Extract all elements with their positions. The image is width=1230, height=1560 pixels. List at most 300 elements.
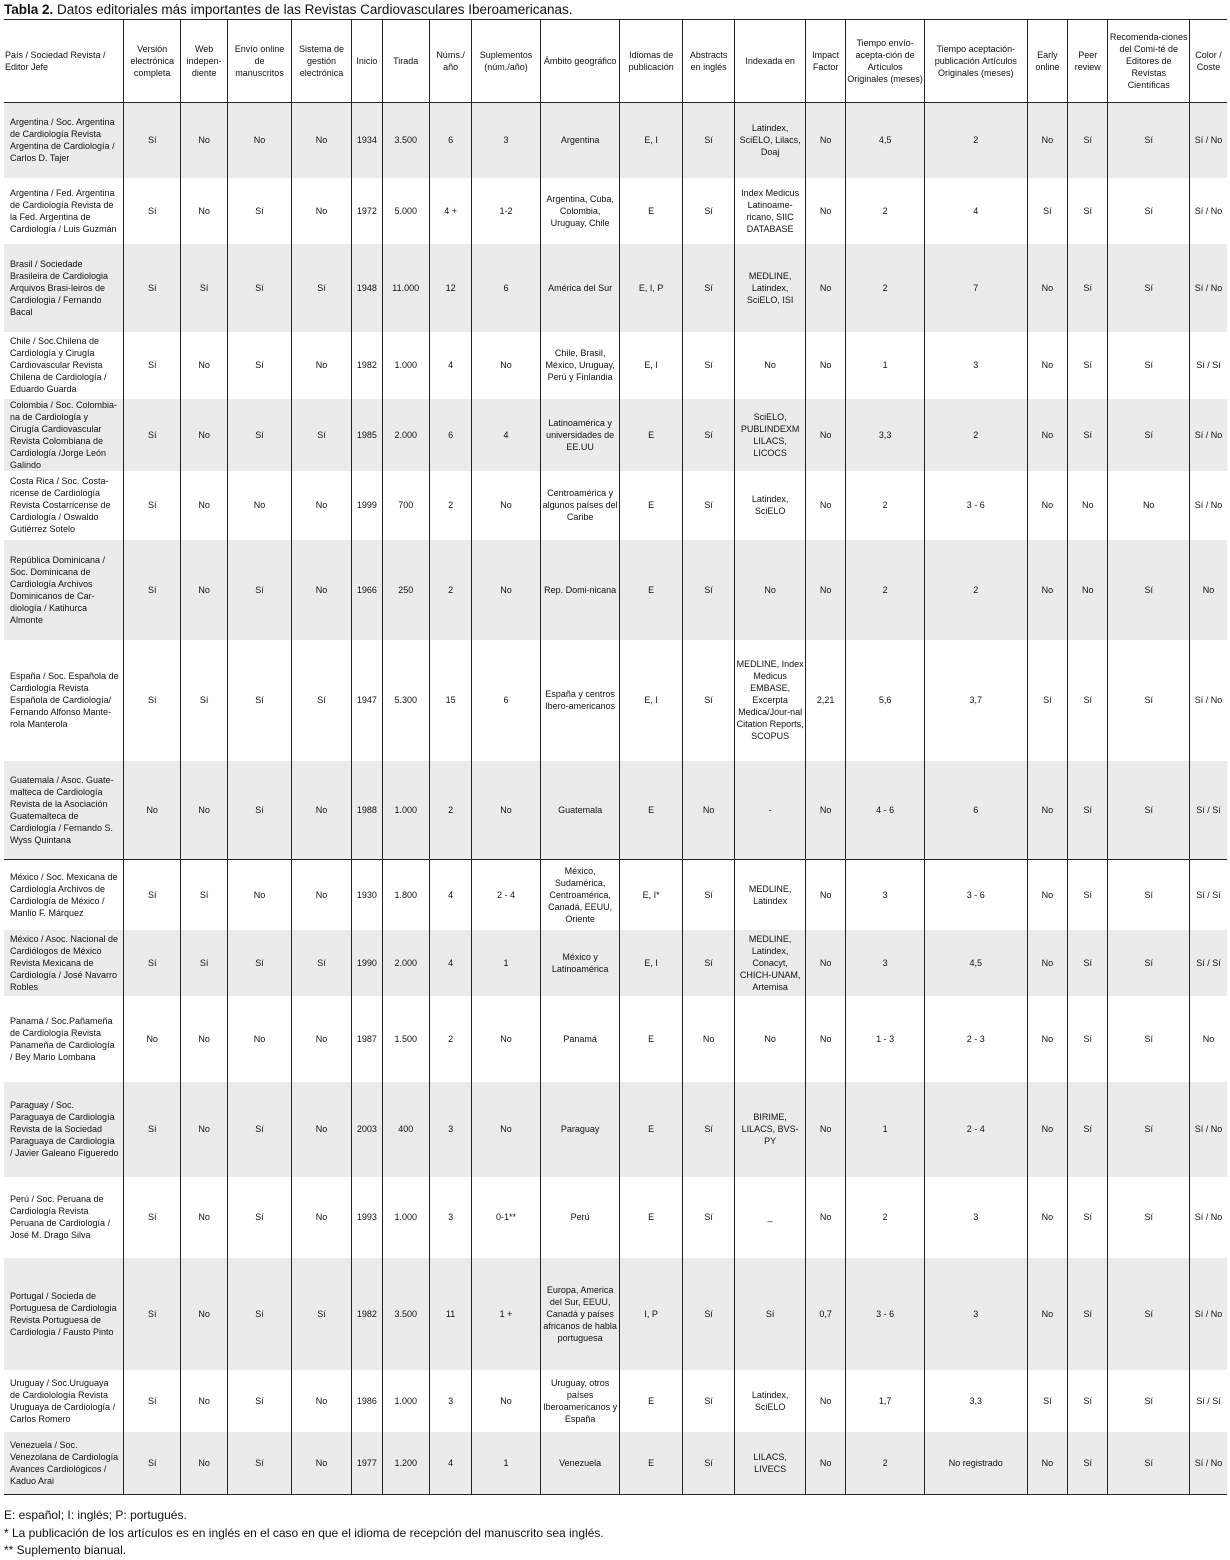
- cell-suplementos: 3: [472, 103, 541, 178]
- cell-sistema-gestion: Sí: [291, 1258, 351, 1370]
- cell-peer-review: No: [1068, 471, 1108, 540]
- cell-early-online: No: [1027, 1177, 1067, 1258]
- cell-impact-factor: No: [805, 103, 845, 178]
- cell-abstracts-ingles: Sí: [682, 103, 734, 178]
- table-row: [4, 1370, 1227, 1432]
- cell-tirada: 250: [382, 540, 429, 640]
- cell-inicio: 1947: [352, 640, 382, 761]
- column-header-tiempo-aceptacion-publicacion: Tiempo aceptación-publicación Artículos Originales (meses): [924, 20, 1027, 103]
- cell-tiempo-envio-aceptacion: 2: [846, 244, 925, 332]
- cell-color-coste: Sí / Sí: [1190, 860, 1227, 930]
- cell-idiomas: E, I: [620, 930, 683, 996]
- table-row: [4, 930, 1227, 996]
- cell-color-coste: Sí / No: [1190, 103, 1227, 178]
- cell-version-electronica: Sí: [124, 540, 180, 640]
- table-row: [4, 996, 1227, 1082]
- cell-early-online: No: [1027, 930, 1067, 996]
- cell-suplementos: No: [472, 1370, 541, 1432]
- cell-nums-ano: 6: [429, 103, 471, 178]
- cell-suplementos: No: [472, 996, 541, 1082]
- cell-indexada-en: -: [735, 761, 806, 860]
- cell-abstracts-ingles: Sí: [682, 860, 734, 930]
- cell-color-coste: Sí / No: [1190, 640, 1227, 761]
- cell-abstracts-ingles: Sí: [682, 399, 734, 471]
- cell-peer-review: Sí: [1068, 996, 1108, 1082]
- cell-version-electronica: Sí: [124, 103, 180, 178]
- cell-web-independiente: No: [180, 1370, 227, 1432]
- cell-sistema-gestion: No: [291, 471, 351, 540]
- cell-abstracts-ingles: Sí: [682, 640, 734, 761]
- table-header-row: [4, 20, 1227, 103]
- cell-early-online: No: [1027, 332, 1067, 399]
- cell-ambito-geografico: Venezuela: [540, 1432, 620, 1495]
- cell-nums-ano: 3: [429, 1082, 471, 1177]
- cell-indexada-en: MEDLINE, Latindex, SciELO, ISI: [735, 244, 806, 332]
- cell-tiempo-envio-aceptacion: 2: [846, 471, 925, 540]
- cell-version-electronica: Sí: [124, 178, 180, 244]
- cell-tiempo-envio-aceptacion: 1: [846, 332, 925, 399]
- cell-version-electronica: Sí: [124, 244, 180, 332]
- cell-pais-editor: Portugal / Socieda de Portuguesa de Cardiologia Revista Portuguesa de Cardiologia / Fausto Pinto: [4, 1258, 124, 1370]
- cell-recomendaciones-comite: Sí: [1108, 1432, 1190, 1495]
- cell-ambito-geografico: Europa, America del Sur, EEUU, Canadá y países africanos de habla portuguesa: [540, 1258, 620, 1370]
- cell-idiomas: E: [620, 399, 683, 471]
- cell-recomendaciones-comite: Sí: [1108, 103, 1190, 178]
- cell-suplementos: 0-1**: [472, 1177, 541, 1258]
- cell-impact-factor: No: [805, 399, 845, 471]
- cell-tirada: 1.800: [382, 860, 429, 930]
- cell-idiomas: E: [620, 178, 683, 244]
- cell-ambito-geografico: México, Sudamérica, Centroamérica, Canadá, EEUU, Oriente: [540, 860, 620, 930]
- column-header-envio-online: Envío online de manuscritos: [228, 20, 292, 103]
- cell-early-online: No: [1027, 540, 1067, 640]
- column-header-inicio: Inicio: [352, 20, 382, 103]
- cell-tiempo-envio-aceptacion: 2: [846, 1432, 925, 1495]
- cell-web-independiente: Sí: [180, 930, 227, 996]
- cell-recomendaciones-comite: Sí: [1108, 1082, 1190, 1177]
- cell-recomendaciones-comite: Sí: [1108, 996, 1190, 1082]
- cell-web-independiente: No: [180, 1258, 227, 1370]
- cell-tiempo-aceptacion-publicacion: 3: [924, 1258, 1027, 1370]
- cell-ambito-geografico: Paraguay: [540, 1082, 620, 1177]
- footnote-double-asterisk: ** Suplemento bianual.: [4, 1543, 127, 1557]
- cell-pais-editor: Costa Rica / Soc. Costa-ricense de Cardiología Revista Costarricense de Cardiología / Oswaldo Gutiérrez Sotelo: [4, 471, 124, 540]
- cell-pais-editor: Paraguay / Soc. Paraguaya de Cardiología Revista de la Sociedad Paraguaya de Cardiología / Javier Galeano Figueredo: [4, 1082, 124, 1177]
- cell-version-electronica: Sí: [124, 930, 180, 996]
- cell-peer-review: Sí: [1068, 640, 1108, 761]
- cell-color-coste: Sí / Sí: [1190, 930, 1227, 996]
- cell-abstracts-ingles: Sí: [682, 1432, 734, 1495]
- table-row: [4, 640, 1227, 761]
- cell-version-electronica: Sí: [124, 1432, 180, 1495]
- cell-indexada-en: Latindex, SciELO: [735, 471, 806, 540]
- cell-tiempo-envio-aceptacion: 1 - 3: [846, 996, 925, 1082]
- cell-indexada-en: MEDLINE, Index Medicus EMBASE, Excerpta Medica/Jour-nal Citation Reports, SCOPUS: [735, 640, 806, 761]
- cell-sistema-gestion: No: [291, 540, 351, 640]
- cell-tiempo-aceptacion-publicacion: 3 - 6: [924, 860, 1027, 930]
- cell-nums-ano: 2: [429, 540, 471, 640]
- cell-sistema-gestion: No: [291, 1370, 351, 1432]
- cell-impact-factor: No: [805, 1177, 845, 1258]
- cell-envio-online: Sí: [228, 540, 292, 640]
- cell-abstracts-ingles: Sí: [682, 332, 734, 399]
- cell-indexada-en: BIRIME, LILACS, BVS-PY: [735, 1082, 806, 1177]
- cell-suplementos: No: [472, 1082, 541, 1177]
- cell-nums-ano: 4: [429, 930, 471, 996]
- cell-impact-factor: No: [805, 1370, 845, 1432]
- cell-web-independiente: No: [180, 471, 227, 540]
- cell-web-independiente: Sí: [180, 860, 227, 930]
- caption-label: Tabla 2.: [4, 2, 54, 17]
- cell-early-online: Sí: [1027, 1370, 1067, 1432]
- cell-early-online: No: [1027, 103, 1067, 178]
- cell-version-electronica: Sí: [124, 1370, 180, 1432]
- cell-inicio: 1948: [352, 244, 382, 332]
- cell-nums-ano: 15: [429, 640, 471, 761]
- cell-sistema-gestion: No: [291, 860, 351, 930]
- cell-web-independiente: No: [180, 1177, 227, 1258]
- column-header-impact-factor: Impact Factor: [805, 20, 845, 103]
- cell-suplementos: 1: [472, 1432, 541, 1495]
- cell-tiempo-aceptacion-publicacion: 2 - 3: [924, 996, 1027, 1082]
- column-header-idiomas: Idiomas de publicación: [620, 20, 683, 103]
- table-row: [4, 761, 1227, 860]
- cell-early-online: No: [1027, 1432, 1067, 1495]
- cell-sistema-gestion: Sí: [291, 640, 351, 761]
- table-row: [4, 332, 1227, 399]
- cell-ambito-geografico: España y centros Ibero-americanos: [540, 640, 620, 761]
- cell-peer-review: Sí: [1068, 399, 1108, 471]
- cell-impact-factor: 0,7: [805, 1258, 845, 1370]
- cell-envio-online: No: [228, 103, 292, 178]
- cell-web-independiente: Sí: [180, 244, 227, 332]
- cell-abstracts-ingles: Sí: [682, 244, 734, 332]
- cell-tirada: 1.000: [382, 1177, 429, 1258]
- caption-text: Datos editoriales más importantes de las Revistas Cardiovasculares Iberoamericanas.: [57, 2, 573, 17]
- cell-version-electronica: Sí: [124, 860, 180, 930]
- cell-version-electronica: Sí: [124, 640, 180, 761]
- cell-envio-online: No: [228, 996, 292, 1082]
- table-row: [4, 471, 1227, 540]
- table-footnotes: [4, 1507, 1226, 1560]
- cell-impact-factor: No: [805, 540, 845, 640]
- cell-inicio: 1985: [352, 399, 382, 471]
- cell-idiomas: E: [620, 996, 683, 1082]
- cell-recomendaciones-comite: Sí: [1108, 244, 1190, 332]
- cell-peer-review: Sí: [1068, 1082, 1108, 1177]
- table-caption: [4, 1, 1226, 19]
- cell-idiomas: E: [620, 1432, 683, 1495]
- cell-color-coste: Sí / No: [1190, 471, 1227, 540]
- cell-color-coste: Sí / No: [1190, 244, 1227, 332]
- cell-tirada: 1.000: [382, 761, 429, 860]
- cell-inicio: 1966: [352, 540, 382, 640]
- cell-recomendaciones-comite: Sí: [1108, 860, 1190, 930]
- cell-pais-editor: Guatemala / Asoc. Guate-malteca de Cardiología Revista de la Asociación Guatemalteca de Cardiología / Fernando S. Wyss Quintana: [4, 761, 124, 860]
- cell-impact-factor: No: [805, 930, 845, 996]
- table-row: [4, 1258, 1227, 1370]
- cell-envio-online: Sí: [228, 1370, 292, 1432]
- column-header-abstracts-ingles: Abstracts en inglés: [682, 20, 734, 103]
- cell-impact-factor: No: [805, 332, 845, 399]
- cell-sistema-gestion: Sí: [291, 930, 351, 996]
- cell-tiempo-aceptacion-publicacion: 3: [924, 1177, 1027, 1258]
- cell-indexada-en: Sí: [735, 1258, 806, 1370]
- cell-pais-editor: México / Soc. Mexicana de Cardiología Archivos de Cardiología de México / Manlio F. Márquez: [4, 860, 124, 930]
- cell-recomendaciones-comite: Sí: [1108, 332, 1190, 399]
- cell-peer-review: Sí: [1068, 930, 1108, 996]
- cell-early-online: No: [1027, 399, 1067, 471]
- cell-web-independiente: No: [180, 103, 227, 178]
- cell-tirada: 1.000: [382, 332, 429, 399]
- cell-version-electronica: Sí: [124, 471, 180, 540]
- cell-inicio: 1972: [352, 178, 382, 244]
- cell-abstracts-ingles: Sí: [682, 540, 734, 640]
- cell-tirada: 1.200: [382, 1432, 429, 1495]
- cell-sistema-gestion: No: [291, 103, 351, 178]
- cell-web-independiente: No: [180, 761, 227, 860]
- table-row: [4, 1082, 1227, 1177]
- cell-peer-review: No: [1068, 540, 1108, 640]
- cell-impact-factor: No: [805, 1082, 845, 1177]
- cell-ambito-geografico: Uruguay, otros países Iberoamericanos y España: [540, 1370, 620, 1432]
- cell-pais-editor: Argentina / Soc. Argentina de Cardiología Revista Argentina de Cardiología / Carlos D. Tajer: [4, 103, 124, 178]
- cell-envio-online: Sí: [228, 332, 292, 399]
- cell-ambito-geografico: Guatemala: [540, 761, 620, 860]
- cell-web-independiente: No: [180, 332, 227, 399]
- cell-idiomas: E: [620, 761, 683, 860]
- cell-pais-editor: Colombia / Soc. Colombia-na de Cardiología y Cirugía Cardiovascular Revista Colombiana de Cardiología /Jorge León Galindo: [4, 399, 124, 471]
- cell-inicio: 2003: [352, 1082, 382, 1177]
- cell-abstracts-ingles: Sí: [682, 930, 734, 996]
- cell-inicio: 1982: [352, 1258, 382, 1370]
- cell-tiempo-aceptacion-publicacion: 2: [924, 103, 1027, 178]
- journals-table: [4, 19, 1227, 1495]
- column-header-color-coste: Color / Coste: [1190, 20, 1227, 103]
- cell-indexada-en: No: [735, 996, 806, 1082]
- cell-early-online: No: [1027, 1258, 1067, 1370]
- cell-tiempo-envio-aceptacion: 3: [846, 930, 925, 996]
- cell-sistema-gestion: Sí: [291, 399, 351, 471]
- cell-tiempo-envio-aceptacion: 1,7: [846, 1370, 925, 1432]
- cell-idiomas: E, I: [620, 640, 683, 761]
- cell-indexada-en: MEDLINE, Latindex: [735, 860, 806, 930]
- cell-tiempo-envio-aceptacion: 3,3: [846, 399, 925, 471]
- cell-ambito-geografico: América del Sur: [540, 244, 620, 332]
- cell-web-independiente: No: [180, 399, 227, 471]
- cell-idiomas: E: [620, 471, 683, 540]
- cell-tirada: 1.500: [382, 996, 429, 1082]
- cell-idiomas: E: [620, 1177, 683, 1258]
- cell-envio-online: Sí: [228, 1082, 292, 1177]
- cell-recomendaciones-comite: Sí: [1108, 178, 1190, 244]
- cell-pais-editor: Venezuela / Soc. Venezolana de Cardiología Avances Cardiológicos / Kaduo Arai: [4, 1432, 124, 1495]
- cell-recomendaciones-comite: Sí: [1108, 1370, 1190, 1432]
- cell-indexada-en: No: [735, 540, 806, 640]
- cell-recomendaciones-comite: Sí: [1108, 399, 1190, 471]
- cell-envio-online: Sí: [228, 930, 292, 996]
- cell-ambito-geografico: Rep. Domi-nicana: [540, 540, 620, 640]
- cell-inicio: 1977: [352, 1432, 382, 1495]
- cell-version-electronica: Sí: [124, 1258, 180, 1370]
- cell-abstracts-ingles: Sí: [682, 1258, 734, 1370]
- cell-tirada: 2.000: [382, 399, 429, 471]
- cell-ambito-geografico: México y Latinoamérica: [540, 930, 620, 996]
- cell-early-online: No: [1027, 1082, 1067, 1177]
- cell-tiempo-envio-aceptacion: 4,5: [846, 103, 925, 178]
- column-header-ambito-geografico: Ámbito geográfico: [540, 20, 620, 103]
- cell-idiomas: E: [620, 1082, 683, 1177]
- cell-tiempo-aceptacion-publicacion: 3: [924, 332, 1027, 399]
- column-header-recomendaciones-comite: Recomenda-ciones del Comi-té de Editores de Revistas Científicas: [1108, 20, 1190, 103]
- cell-envio-online: Sí: [228, 640, 292, 761]
- cell-abstracts-ingles: Sí: [682, 178, 734, 244]
- cell-indexada-en: MEDLINE, Latindex, Conacyt, CHICH-UNAM, Artemisa: [735, 930, 806, 996]
- cell-suplementos: No: [472, 332, 541, 399]
- cell-early-online: No: [1027, 996, 1067, 1082]
- cell-web-independiente: Sí: [180, 640, 227, 761]
- column-header-pais-editor: País / Sociedad Revista / Editor Jefe: [4, 20, 124, 103]
- cell-peer-review: Sí: [1068, 244, 1108, 332]
- cell-inicio: 1934: [352, 103, 382, 178]
- cell-ambito-geografico: Argentina: [540, 103, 620, 178]
- cell-tiempo-aceptacion-publicacion: 3,3: [924, 1370, 1027, 1432]
- cell-impact-factor: No: [805, 1432, 845, 1495]
- cell-early-online: Sí: [1027, 640, 1067, 761]
- cell-tiempo-aceptacion-publicacion: 4,5: [924, 930, 1027, 996]
- footnote-abbreviations: E: español; I: inglés; P: portugués.: [4, 1508, 187, 1522]
- cell-color-coste: Sí / No: [1190, 1082, 1227, 1177]
- cell-inicio: 1987: [352, 996, 382, 1082]
- cell-suplementos: No: [472, 540, 541, 640]
- cell-indexada-en: SciELO, PUBLINDEXM LILACS, LICOCS: [735, 399, 806, 471]
- cell-abstracts-ingles: No: [682, 996, 734, 1082]
- cell-tiempo-aceptacion-publicacion: 2: [924, 540, 1027, 640]
- cell-version-electronica: Sí: [124, 1082, 180, 1177]
- cell-recomendaciones-comite: Sí: [1108, 1258, 1190, 1370]
- cell-nums-ano: 2: [429, 471, 471, 540]
- cell-tirada: 400: [382, 1082, 429, 1177]
- cell-indexada-en: Latindex, SciELO: [735, 1370, 806, 1432]
- cell-impact-factor: No: [805, 860, 845, 930]
- cell-indexada-en: No: [735, 332, 806, 399]
- cell-envio-online: No: [228, 860, 292, 930]
- cell-early-online: No: [1027, 471, 1067, 540]
- cell-peer-review: Sí: [1068, 1370, 1108, 1432]
- cell-indexada-en: Index Medicus Latinoame-ricano, SIIC DATABASE: [735, 178, 806, 244]
- cell-peer-review: Sí: [1068, 103, 1108, 178]
- cell-tirada: 3.500: [382, 1258, 429, 1370]
- column-header-suplementos: Suplementos (núm./año): [472, 20, 541, 103]
- cell-nums-ano: 2: [429, 761, 471, 860]
- footnote-asterisk: * La publicación de los artículos es en inglés en el caso en que el idioma de recepción del manuscrito sea inglés.: [4, 1525, 604, 1540]
- cell-version-electronica: Sí: [124, 1177, 180, 1258]
- cell-ambito-geografico: Chile, Brasil, México, Uruguay, Perú y Finlandia: [540, 332, 620, 399]
- cell-web-independiente: No: [180, 1082, 227, 1177]
- cell-indexada-en: Latindex, SciELO, Lilacs, Doaj: [735, 103, 806, 178]
- cell-tiempo-envio-aceptacion: 5,6: [846, 640, 925, 761]
- cell-idiomas: E, I, P: [620, 244, 683, 332]
- cell-tiempo-aceptacion-publicacion: 4: [924, 178, 1027, 244]
- cell-tirada: 5.300: [382, 640, 429, 761]
- cell-idiomas: E, I: [620, 332, 683, 399]
- cell-tirada: 2.000: [382, 930, 429, 996]
- cell-color-coste: Sí / Sí: [1190, 332, 1227, 399]
- cell-inicio: 1990: [352, 930, 382, 996]
- cell-early-online: No: [1027, 761, 1067, 860]
- cell-envio-online: Sí: [228, 1177, 292, 1258]
- column-header-early-online: Early online: [1027, 20, 1067, 103]
- cell-indexada-en: LILACS, LIVECS: [735, 1432, 806, 1495]
- cell-idiomas: E, I*: [620, 860, 683, 930]
- cell-idiomas: E: [620, 540, 683, 640]
- cell-envio-online: No: [228, 471, 292, 540]
- cell-tiempo-aceptacion-publicacion: 2 - 4: [924, 1082, 1027, 1177]
- cell-envio-online: Sí: [228, 1432, 292, 1495]
- cell-web-independiente: No: [180, 996, 227, 1082]
- cell-pais-editor: Perú / Soc. Peruana de Cardiología Revista Peruana de Cardiología / José M. Drago Silva: [4, 1177, 124, 1258]
- cell-abstracts-ingles: Sí: [682, 1082, 734, 1177]
- column-header-indexada-en: Indexada en: [735, 20, 806, 103]
- cell-pais-editor: Argentina / Fed. Argentina de Cardiología Revista de la Fed. Argentina de Cardiología / Luis Guzmán: [4, 178, 124, 244]
- cell-nums-ano: 3: [429, 1177, 471, 1258]
- cell-nums-ano: 6: [429, 399, 471, 471]
- cell-suplementos: 1: [472, 930, 541, 996]
- table-row: [4, 540, 1227, 640]
- table-row: [4, 399, 1227, 471]
- cell-web-independiente: No: [180, 540, 227, 640]
- cell-color-coste: Sí / Sí: [1190, 761, 1227, 860]
- cell-envio-online: Sí: [228, 399, 292, 471]
- cell-nums-ano: 4: [429, 332, 471, 399]
- journals-table-container: [4, 19, 1227, 1495]
- table-body: [4, 103, 1227, 1495]
- cell-inicio: 1988: [352, 761, 382, 860]
- table-row: [4, 1177, 1227, 1258]
- cell-sistema-gestion: No: [291, 1177, 351, 1258]
- cell-abstracts-ingles: Sí: [682, 1177, 734, 1258]
- cell-tirada: 700: [382, 471, 429, 540]
- cell-impact-factor: No: [805, 244, 845, 332]
- cell-color-coste: Sí / No: [1190, 399, 1227, 471]
- cell-suplementos: 6: [472, 640, 541, 761]
- cell-envio-online: Sí: [228, 178, 292, 244]
- cell-sistema-gestion: No: [291, 996, 351, 1082]
- cell-inicio: 1930: [352, 860, 382, 930]
- cell-tiempo-aceptacion-publicacion: 2: [924, 399, 1027, 471]
- cell-pais-editor: Brasil / Sociedade Brasileira de Cardiologia Arquivos Brasi-leiros de Cardiologia / Fernando Bacal: [4, 244, 124, 332]
- cell-idiomas: E: [620, 1370, 683, 1432]
- cell-peer-review: Sí: [1068, 1258, 1108, 1370]
- cell-pais-editor: México / Asoc. Nacional de Cardiólogos de México Revista Mexicana de Cardiología / José Navarro Robles: [4, 930, 124, 996]
- cell-tirada: 3.500: [382, 103, 429, 178]
- cell-recomendaciones-comite: No: [1108, 471, 1190, 540]
- cell-impact-factor: No: [805, 996, 845, 1082]
- cell-sistema-gestion: No: [291, 178, 351, 244]
- cell-suplementos: 1 +: [472, 1258, 541, 1370]
- table-row: [4, 860, 1227, 930]
- table-row: [4, 178, 1227, 244]
- cell-peer-review: Sí: [1068, 332, 1108, 399]
- cell-peer-review: Sí: [1068, 761, 1108, 860]
- cell-tiempo-envio-aceptacion: 3 - 6: [846, 1258, 925, 1370]
- cell-tirada: 11.000: [382, 244, 429, 332]
- table-row: [4, 244, 1227, 332]
- cell-version-electronica: No: [124, 996, 180, 1082]
- cell-color-coste: Sí / No: [1190, 1177, 1227, 1258]
- cell-nums-ano: 4: [429, 860, 471, 930]
- cell-impact-factor: No: [805, 178, 845, 244]
